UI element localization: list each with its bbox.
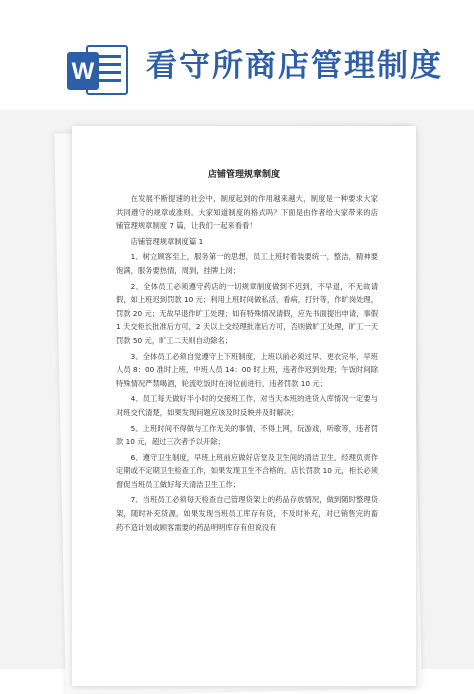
document-body: [116, 192, 378, 536]
document-page: [72, 126, 416, 686]
banner-title: 看守所商店管理制度: [146, 48, 443, 84]
paragraph: 7、当班员工必须每天检查自己管理货架上的药品存放情况，做到随时整理货架，随时补充货源，如果发现当班员工库存有货，不及时补充，对已销售完的畜药不造计划或顾客需要的药品明明库存有但说没有: [116, 495, 378, 532]
word-document-icon: [67, 42, 129, 98]
paragraph: 1、树立顾客至上，服务第一的思想，员工上班时着装要统一，整洁，精神要饱满，服务要热情，周到，挂牌上岗；: [116, 252, 378, 275]
header-banner: [0, 0, 474, 110]
paragraph: 5、上班时间不得做与工作无关的事情，不得上网，玩游戏，听歌等，违者罚款 10 元，超过三次者予以开除；: [116, 423, 378, 447]
paragraph: 在发展不断提速的社会中，制度起到的作用越来越大，制度是一种要求大家共同遵守的规章或准则。大家知道制度的格式吗？下面是由作者给大家带来的店铺管理规章制度 7 篇，让我们一起来看看！: [116, 194, 378, 231]
paragraph: 2、全体员工必须遵守药店的一切规章制度做到不迟到，不早退，不无故请假，如上班迟到罚款 10 元；利用上班时间做私活，看病，打针等，作旷岗处理，罚款 20 元；无故早退作旷工处理；如有特殊情况请假，应先书面提出申请，事假 1 天交柜长批准后方可，2 天以上交经理批准后方可，否则做旷工处理，旷工一天罚款 50 元，旷工二天则自动除名；: [116, 281, 379, 345]
word-logo-letter: W: [71, 58, 95, 85]
paragraph: 4、员工每天做好半小时的交接班工作，对当天本班的进货入库情况一定要与对班交代清楚，如果发现问题应该及时反映并及时解决；: [116, 394, 378, 417]
document-title: 店铺管理规章制度: [207, 170, 280, 180]
paragraph: 6、遵守卫生制度，早班上班前应做好店堂及卫生间的清洁卫生，经理负责作定期或不定期卫生检查工作，如果发现卫生不合格的，店长罚款 10 元，柜长必须督促当班员工做好每天清洁卫生工作；: [116, 452, 379, 489]
paragraph: 3、全体员工必须自觉遵守上下班制度，上班以前必须过早、更衣完毕，早班人员 8：00 准时上班，中班人员 14：00 时上班，违者作迟到处理；午饭时间除特殊情况严禁喝酒，轮流吃饭时在岗位前进行，违者罚款 10 元；: [116, 351, 378, 388]
section-heading: 店铺管理规章制度篇 1: [130, 236, 204, 246]
